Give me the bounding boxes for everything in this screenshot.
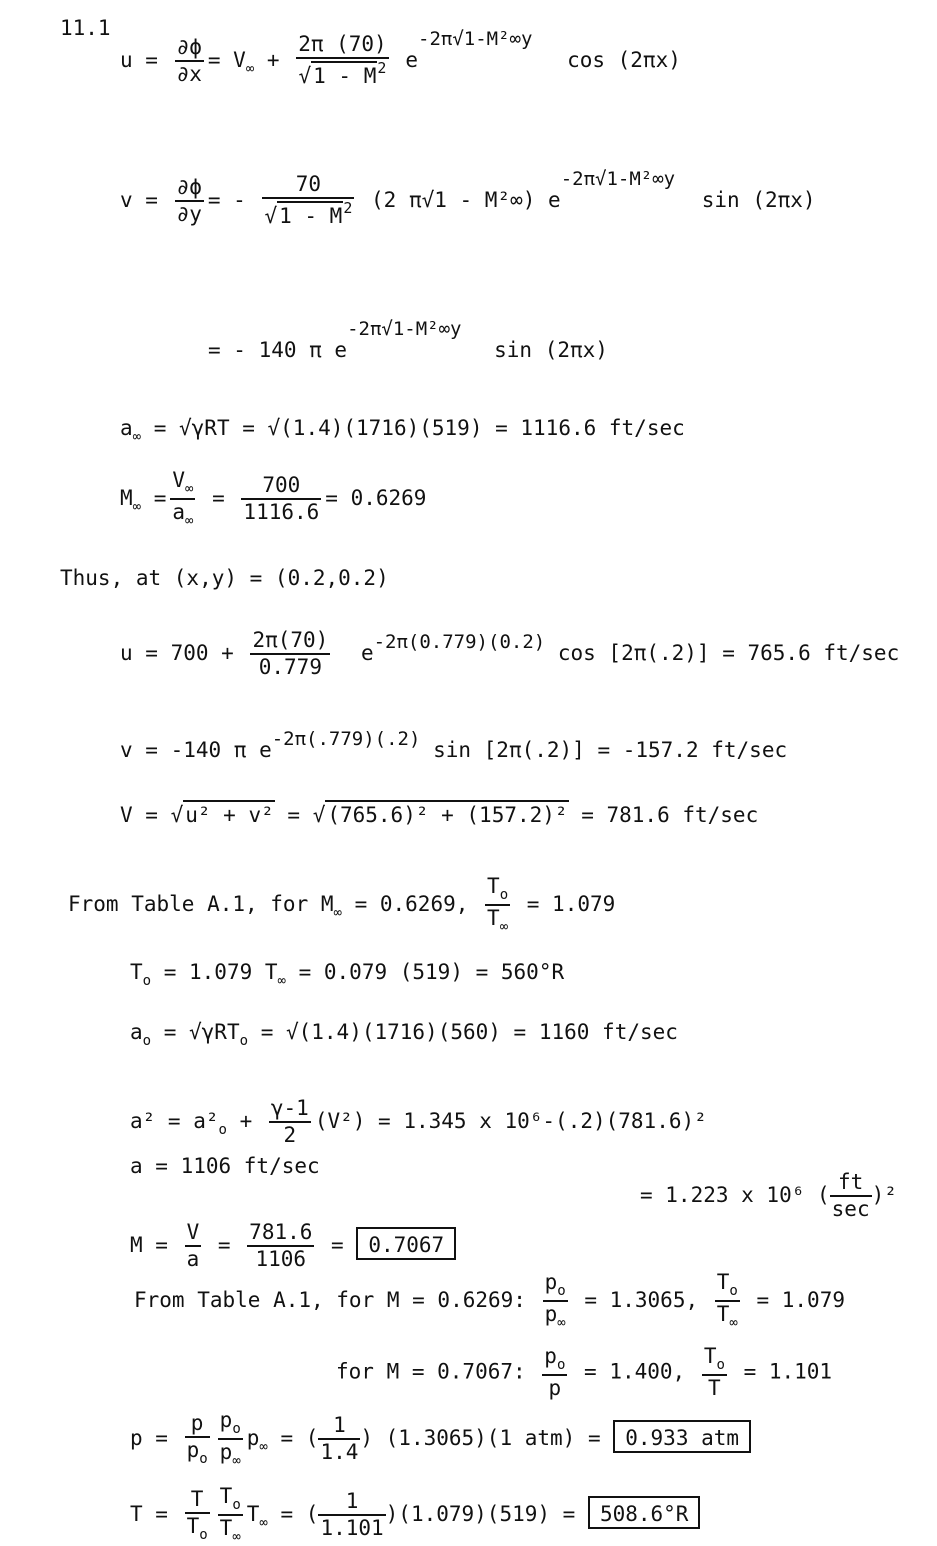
v-coef-fraction	[262, 174, 354, 227]
table1-t: T	[487, 874, 500, 898]
table3-p0	[542, 1346, 567, 1376]
v-dphi-dy-fraction	[175, 177, 204, 225]
a2-frac	[269, 1098, 311, 1146]
t0-rest2: = 0.079 (519) = 560°R	[285, 960, 565, 984]
table3-r3: = 1.400,	[571, 1359, 698, 1384]
t-frac1-den-sub: o	[199, 1526, 208, 1543]
p-mid: p	[246, 1426, 260, 1450]
table2-pinf	[543, 1302, 568, 1330]
vel-rest: = 781.6 ft/sec	[568, 803, 759, 827]
t-frac2	[218, 1486, 243, 1544]
table2-t-frac	[715, 1272, 740, 1330]
table1-text: From Table A.1, for M	[68, 892, 334, 916]
mach-frac1	[185, 1222, 202, 1270]
v-sin: sin (2πx)	[701, 188, 816, 212]
t-frac1-den	[185, 1514, 210, 1542]
p-frac3-den: 1.4	[320, 1440, 359, 1464]
equation-a: a = 1106 ft/sec	[130, 1154, 320, 1178]
equation-mach	[130, 1222, 456, 1270]
u-dphi: ∂ϕ	[175, 37, 204, 62]
u-coef-den-rad: 1 - M	[311, 61, 377, 87]
table2-pinf-sub: ∞	[557, 1315, 566, 1331]
mach-num2: 781.6	[247, 1222, 314, 1247]
m-inf-a: a	[172, 500, 186, 524]
p-frac3-num: 1	[318, 1415, 360, 1440]
mach-eq: =	[205, 1233, 244, 1257]
u-exponent: -2π√1-M²∞y	[418, 28, 533, 50]
m-inf-frac2	[241, 475, 321, 523]
a2-lhs: a² = a²	[130, 1109, 219, 1133]
table1-frac-den	[485, 906, 510, 934]
u-e: e	[405, 48, 419, 72]
mach-a: a	[186, 1247, 200, 1271]
temperature-answer-box: 508.6°R	[588, 1496, 701, 1529]
a-inf-sub: ∞	[132, 429, 142, 445]
table1-text2: = 0.6269,	[341, 892, 482, 916]
u-eval-den: 0.779	[258, 655, 322, 679]
t-mid: T	[246, 1502, 260, 1526]
v-coef-den-sq: 2	[343, 199, 353, 218]
a2-num: γ-1	[269, 1098, 311, 1123]
u-coef-fraction	[296, 34, 389, 87]
v-eval-exp: -2π(.779)(.2)	[271, 728, 421, 750]
table1-frac-num	[485, 876, 510, 906]
v2-lhs: = - 140 π e	[208, 338, 348, 362]
a0-rest: = √γRT	[151, 1020, 240, 1044]
table3-t0-text: T	[703, 1344, 717, 1368]
v-paren: (2 π√1 - M²∞)	[371, 188, 536, 212]
equation-t0	[130, 962, 564, 988]
table3-t: T	[708, 1376, 721, 1400]
equation-a2-result	[640, 1172, 897, 1220]
p-frac2-num-sub: o	[232, 1421, 241, 1437]
p-frac1-num: p	[185, 1413, 210, 1438]
p-frac2-num	[218, 1410, 243, 1440]
v-exponent: -2π√1-M²∞y	[560, 168, 676, 190]
equation-pressure	[130, 1410, 751, 1468]
t0-inf: ∞	[277, 973, 286, 989]
t-lhs: T =	[130, 1502, 181, 1526]
u-coef-den: $√1 - M^2$	[298, 59, 387, 89]
equation-temperature	[130, 1486, 700, 1544]
vel-rad1: u² + v²	[183, 800, 275, 826]
p-frac1-den-sub: o	[199, 1450, 208, 1467]
p-eq: = (	[267, 1426, 319, 1450]
u-dx: ∂x	[176, 62, 202, 86]
vel-rad2: (765.6)² + (157.2)²	[325, 800, 568, 826]
table1-frac	[485, 876, 510, 934]
t0-rest: = 1.079 T	[151, 960, 278, 984]
table3-p0-sub: o	[556, 1357, 566, 1373]
m-inf-1116: 1116.6	[243, 500, 320, 524]
v2-sin: sin (2πx)	[494, 338, 608, 362]
equation-u-potential	[120, 30, 681, 88]
u-eval-rest: cos [2π(.2)] = 765.6 ft/sec	[557, 641, 900, 665]
mach-answer-box: 0.7067	[356, 1227, 456, 1260]
u-coef-den-sq: 2	[377, 59, 387, 78]
t-frac1-num: T	[185, 1489, 210, 1514]
t-rest: )(1.079)(519) =	[385, 1502, 588, 1526]
table2-t0-sub: o	[729, 1283, 738, 1299]
table3-t0	[702, 1346, 727, 1376]
equation-v-potential	[120, 170, 816, 228]
table1-tinf: T	[487, 906, 500, 930]
table2-line1: From Table A.1, for M = 0.6269:	[134, 1288, 539, 1312]
u-inf-sub: ∞	[245, 61, 255, 77]
v2-exponent: -2π√1-M²∞y	[347, 318, 462, 340]
table2-r1: = 1.3065,	[571, 1288, 711, 1312]
t0-lhs: T	[130, 960, 143, 984]
a2-den: 2	[283, 1123, 297, 1147]
m-inf-700: 700	[241, 475, 321, 500]
m-inf-result: = 0.6269	[325, 486, 427, 510]
equation-a-squared	[130, 1098, 707, 1146]
table3-line2: for M = 0.7067:	[336, 1359, 539, 1384]
u-plus: +	[254, 48, 293, 72]
p-frac1-den-text: p	[186, 1437, 200, 1462]
v-eq-mid: = -	[207, 188, 259, 212]
ft: ft	[830, 1172, 872, 1197]
t-frac2-den-text: T	[219, 1516, 233, 1540]
equation-m-inf: $M_\infty$ = $\frac{V_\infty}{a_\infty}$ = $\frac{700}{1116.6}$ = 0.6269	[120, 468, 427, 529]
equation-v-simplified	[208, 320, 608, 361]
t-mid-sub: ∞	[259, 1515, 268, 1531]
a2-result-end: )²	[871, 1183, 897, 1207]
pressure-answer-box: 0.933 atm	[613, 1420, 751, 1453]
equation-a0	[130, 1022, 678, 1048]
problem-number: 11.1	[60, 16, 111, 40]
table2-t0-text: T	[716, 1270, 730, 1294]
p-frac2-den-sub: ∞	[232, 1453, 241, 1469]
mach-den2: 1106	[255, 1247, 307, 1271]
m-inf-sub: ∞	[132, 499, 142, 515]
equation-u-eval	[120, 630, 899, 678]
m-inf-a-sub: ∞	[185, 513, 194, 529]
p-frac2	[218, 1410, 243, 1468]
sec: sec	[831, 1197, 870, 1221]
equation-v-eval	[120, 730, 787, 761]
mach-v: V	[185, 1222, 202, 1247]
table-lookup-1	[68, 876, 615, 934]
t-frac2-num	[218, 1486, 243, 1516]
table2-pinf-text: p	[544, 1302, 558, 1326]
a-inf-lhs: a	[120, 416, 133, 440]
p-frac1	[185, 1410, 210, 1467]
t-frac1-den-text: T	[186, 1513, 200, 1538]
m-inf-v: V	[172, 468, 186, 492]
table2-tinf-sub: ∞	[729, 1315, 738, 1331]
a0-sub: o	[142, 1033, 152, 1049]
v-lhs: v =	[120, 188, 171, 212]
equation-velocity-magnitude: V = √u² + v² = √(765.6)² + (157.2)² = 781.6 ft/sec	[120, 800, 758, 826]
a2-result: = 1.223 x 10⁶ (	[640, 1183, 830, 1207]
p-lhs: p =	[130, 1426, 181, 1450]
table2-tinf-text: T	[716, 1302, 730, 1326]
u-vinf: = V	[207, 48, 246, 72]
m-inf-frac1-den	[170, 500, 195, 528]
v-coef-num: 70	[262, 174, 354, 199]
u-eval-lhs: u = 700 +	[120, 641, 247, 665]
v-e: e	[548, 188, 561, 212]
p-mid-sub: ∞	[259, 1439, 268, 1455]
table2-p0-sub: o	[557, 1283, 566, 1299]
v-dphi: ∂ϕ	[175, 177, 204, 202]
a0-lhs: a	[130, 1020, 143, 1044]
t-frac2-den-sub: ∞	[232, 1529, 241, 1545]
table2-t0	[715, 1272, 740, 1302]
p-frac2-den-text: p	[219, 1440, 233, 1464]
u-lhs: u =	[120, 48, 171, 72]
t0-sub: o	[142, 973, 152, 989]
v-coef-den: $√1 - M^2$	[264, 199, 353, 229]
table-lookup-2	[134, 1272, 845, 1330]
t-frac2-num-sub: o	[232, 1497, 241, 1513]
a0-rest2: = √(1.4)(1716)(560) = 1160 ft/sec	[248, 1020, 678, 1044]
thus-line: Thus, at (x,y) = (0.2,0.2)	[60, 566, 389, 590]
v-eval-rest: sin [2π(.2)] = -157.2 ft/sec	[433, 738, 788, 762]
t-frac3-num: 1	[318, 1491, 385, 1516]
p-frac1-den	[185, 1438, 210, 1466]
t-frac2-den	[218, 1516, 243, 1544]
table3-p: p	[548, 1376, 562, 1400]
t-frac3-den: 1.101	[320, 1516, 384, 1540]
table3-r4: = 1.101	[730, 1359, 833, 1384]
p-rest: ) (1.3065)(1 atm) =	[360, 1426, 614, 1450]
table1-result: = 1.079	[514, 892, 616, 916]
u-eval-exp: -2π(0.779)(0.2)	[373, 631, 546, 653]
v-coef-den-rad: 1 - M	[277, 201, 343, 227]
v-dy: ∂y	[176, 202, 202, 226]
v-eval-lhs: v = -140 π e	[120, 738, 272, 762]
a-inf-rhs: = √γRT = √(1.4)(1716)(519) = 1116.6 ft/sec	[141, 416, 685, 440]
m-inf-v-sub: ∞	[185, 481, 194, 497]
table2-p0	[543, 1272, 568, 1302]
p-frac2-num-text: p	[219, 1408, 233, 1432]
m-inf-frac1-num	[170, 470, 195, 500]
t-eq: = (	[267, 1502, 319, 1526]
p-frac3	[318, 1415, 360, 1463]
a0-rest-sub: o	[239, 1033, 249, 1049]
vel-lhs: V =	[120, 803, 171, 827]
t-frac3	[318, 1491, 385, 1539]
table2-tinf	[715, 1302, 740, 1330]
ft-sec-frac	[830, 1172, 872, 1220]
mach-lhs: M =	[130, 1233, 181, 1257]
t-frac2-num-text: T	[219, 1484, 233, 1508]
m-inf-eq: =	[199, 486, 238, 510]
table3-p0-text: p	[544, 1344, 557, 1368]
mach-frac2	[247, 1222, 314, 1270]
table2-r2: = 1.079	[743, 1288, 845, 1312]
u-dphi-dx-fraction	[175, 37, 204, 85]
p-frac2-den	[218, 1440, 243, 1468]
t-frac1	[185, 1486, 210, 1543]
table1-inf: ∞	[333, 905, 342, 921]
table2-p0-text: p	[544, 1270, 558, 1294]
m-inf-lhs: M	[120, 486, 133, 510]
m-inf-frac1	[170, 470, 195, 528]
a2-plus: +	[226, 1109, 265, 1133]
table3-p-frac	[542, 1346, 567, 1399]
u-eval-frac	[250, 630, 330, 678]
u-eval-num: 2π(70)	[250, 630, 330, 655]
vel-mid: =	[274, 803, 313, 827]
table1-tinf-sub: ∞	[499, 919, 509, 935]
equation-a-inf	[120, 418, 685, 444]
mach-eq2: =	[318, 1233, 357, 1257]
table3-t-frac	[702, 1346, 727, 1399]
u-eval-e: e	[360, 641, 374, 665]
table3-t0-sub: o	[716, 1357, 725, 1373]
a2-sub: o	[218, 1122, 227, 1138]
u-coef-num: 2π (70)	[296, 34, 389, 59]
u-cos: cos (2πx)	[567, 48, 681, 72]
table1-t-sub: o	[499, 887, 509, 903]
a2-rest: (V²) = 1.345 x 10⁶-(.2)(781.6)²	[314, 1109, 707, 1133]
table-lookup-3	[336, 1346, 832, 1399]
table2-p-frac	[543, 1272, 568, 1330]
